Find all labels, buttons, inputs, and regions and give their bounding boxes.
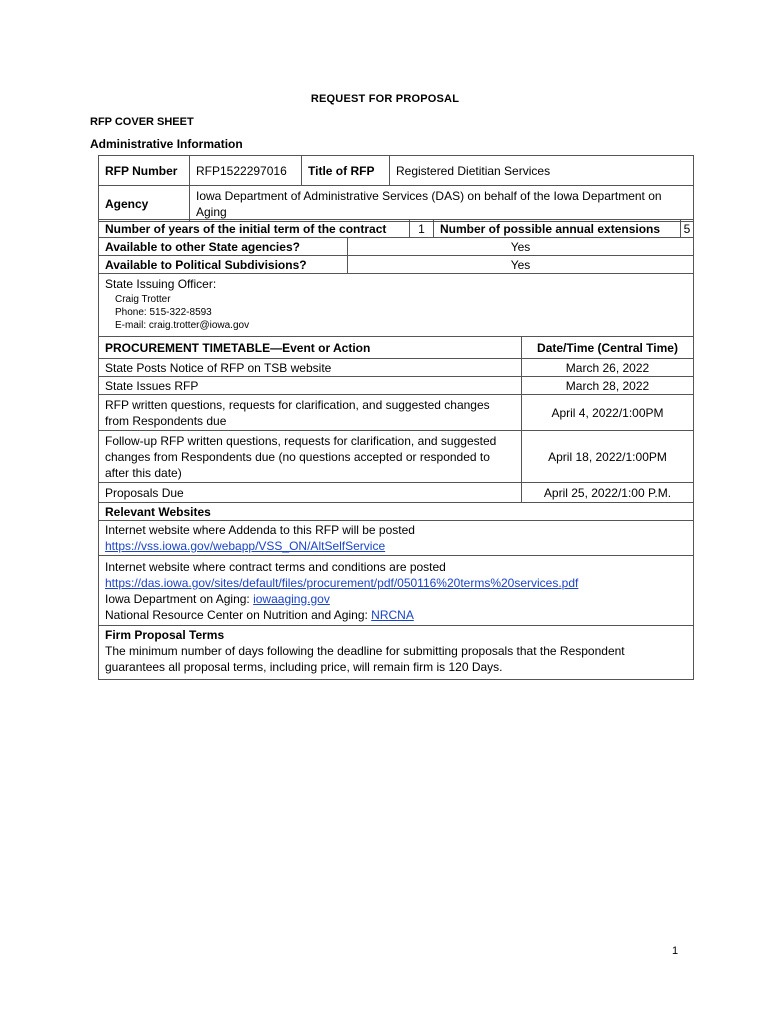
section-label: Administrative Information bbox=[90, 137, 243, 151]
timetable-date: March 26, 2022 bbox=[522, 359, 694, 377]
timetable-event-header: PROCUREMENT TIMETABLE—Event or Action bbox=[99, 337, 522, 359]
extensions-value: 5 bbox=[681, 220, 694, 238]
officer-phone: Phone: 515-322-8593 bbox=[115, 307, 212, 318]
timetable-event: State Posts Notice of RFP on TSB website bbox=[99, 359, 522, 377]
terms-row bbox=[99, 556, 694, 626]
political-row bbox=[99, 256, 694, 274]
timetable-event: RFP written questions, requests for clarification, and suggested changes from Respondents due bbox=[99, 395, 522, 431]
timetable-event: State Issues RFP bbox=[99, 377, 522, 395]
rfp-number-label: RFP Number bbox=[99, 156, 190, 186]
issuing-officer-cell bbox=[99, 274, 694, 337]
rfp-number-row bbox=[99, 156, 694, 186]
table-row bbox=[99, 431, 694, 483]
table-row bbox=[99, 395, 694, 431]
addenda-row bbox=[99, 521, 694, 556]
initial-term-value: 1 bbox=[410, 220, 434, 238]
cover-sheet-label: RFP COVER SHEET bbox=[90, 116, 194, 128]
officer-row bbox=[99, 274, 694, 337]
extensions-label: Number of possible annual extensions bbox=[434, 220, 681, 238]
other-agencies-row bbox=[99, 238, 694, 256]
contract-term-row bbox=[99, 220, 694, 238]
firm-terms-row bbox=[99, 626, 694, 680]
availability-table bbox=[98, 237, 694, 337]
officer-name: Craig Trotter bbox=[115, 294, 171, 305]
rfp-title-value: Registered Dietitian Services bbox=[390, 156, 694, 186]
rfp-title-label: Title of RFP bbox=[302, 156, 390, 186]
websites-header: Relevant Websites bbox=[99, 503, 694, 521]
aging-line bbox=[105, 591, 687, 607]
timetable-date: April 18, 2022/1:00PM bbox=[522, 431, 694, 483]
addenda-cell bbox=[99, 521, 694, 556]
timetable-date-header: Date/Time (Central Time) bbox=[522, 337, 694, 359]
contract-term-table bbox=[98, 219, 694, 238]
timetable-header-row bbox=[99, 337, 694, 359]
political-value: Yes bbox=[348, 256, 694, 274]
timetable-event: Proposals Due bbox=[99, 483, 522, 503]
aging-link[interactable]: iowaaging.gov bbox=[253, 591, 330, 606]
table-row bbox=[99, 483, 694, 503]
table-row bbox=[99, 377, 694, 395]
timetable-date: April 4, 2022/1:00PM bbox=[522, 395, 694, 431]
aging-text: Iowa Department on Aging: bbox=[105, 591, 254, 606]
other-agencies-value: Yes bbox=[348, 238, 694, 256]
issuing-officer-label: State Issuing Officer: bbox=[105, 277, 217, 291]
websites-header-row bbox=[99, 503, 694, 521]
nrc-line bbox=[105, 607, 687, 623]
terms-link[interactable]: https://das.iowa.gov/sites/default/files/procurement/pdf/050116%20terms%20services.pdf bbox=[105, 575, 579, 590]
political-label: Available to Political Subdivisions? bbox=[99, 256, 348, 274]
other-agencies-label: Available to other State agencies? bbox=[99, 238, 348, 256]
rfp-number-value: RFP1522297016 bbox=[190, 156, 302, 186]
firm-terms-cell bbox=[99, 626, 694, 680]
rfp-info-table bbox=[98, 155, 694, 222]
timetable-date: April 25, 2022/1:00 P.M. bbox=[522, 483, 694, 503]
agency-label: Agency bbox=[99, 186, 190, 222]
page-number: 1 bbox=[672, 945, 679, 957]
terms-cell bbox=[99, 556, 694, 626]
timetable-event: Follow-up RFP written questions, requests for clarification, and suggested changes from Respondents due (no questions accepted or responded to after this date) bbox=[99, 431, 522, 483]
firm-terms-header: Firm Proposal Terms bbox=[105, 628, 225, 642]
agency-row bbox=[99, 186, 694, 222]
initial-term-label: Number of years of the initial term of the contract bbox=[99, 220, 410, 238]
nrc-link[interactable]: NRCNA bbox=[371, 607, 414, 622]
firm-terms-text: The minimum number of days following the deadline for submitting proposals that the Respondent guarantees all proposal terms, including price, will remain firm is 120 Days. bbox=[105, 644, 625, 674]
timetable-table bbox=[98, 336, 694, 680]
addenda-text: Internet website where Addenda to this RFP will be posted bbox=[105, 523, 415, 537]
timetable-date: March 28, 2022 bbox=[522, 377, 694, 395]
terms-text: Internet website where contract terms and conditions are posted bbox=[105, 559, 446, 574]
table-row bbox=[99, 359, 694, 377]
agency-value: Iowa Department of Administrative Services (DAS) on behalf of the Iowa Department on Aging bbox=[190, 186, 694, 222]
nrc-text: National Resource Center on Nutrition and Aging: bbox=[105, 607, 372, 622]
addenda-link[interactable]: https://vss.iowa.gov/webapp/VSS_ON/AltSelfService bbox=[105, 539, 386, 553]
document-title: REQUEST FOR PROPOSAL bbox=[310, 93, 460, 105]
officer-email: E-mail: craig.trotter@iowa.gov bbox=[115, 320, 250, 331]
